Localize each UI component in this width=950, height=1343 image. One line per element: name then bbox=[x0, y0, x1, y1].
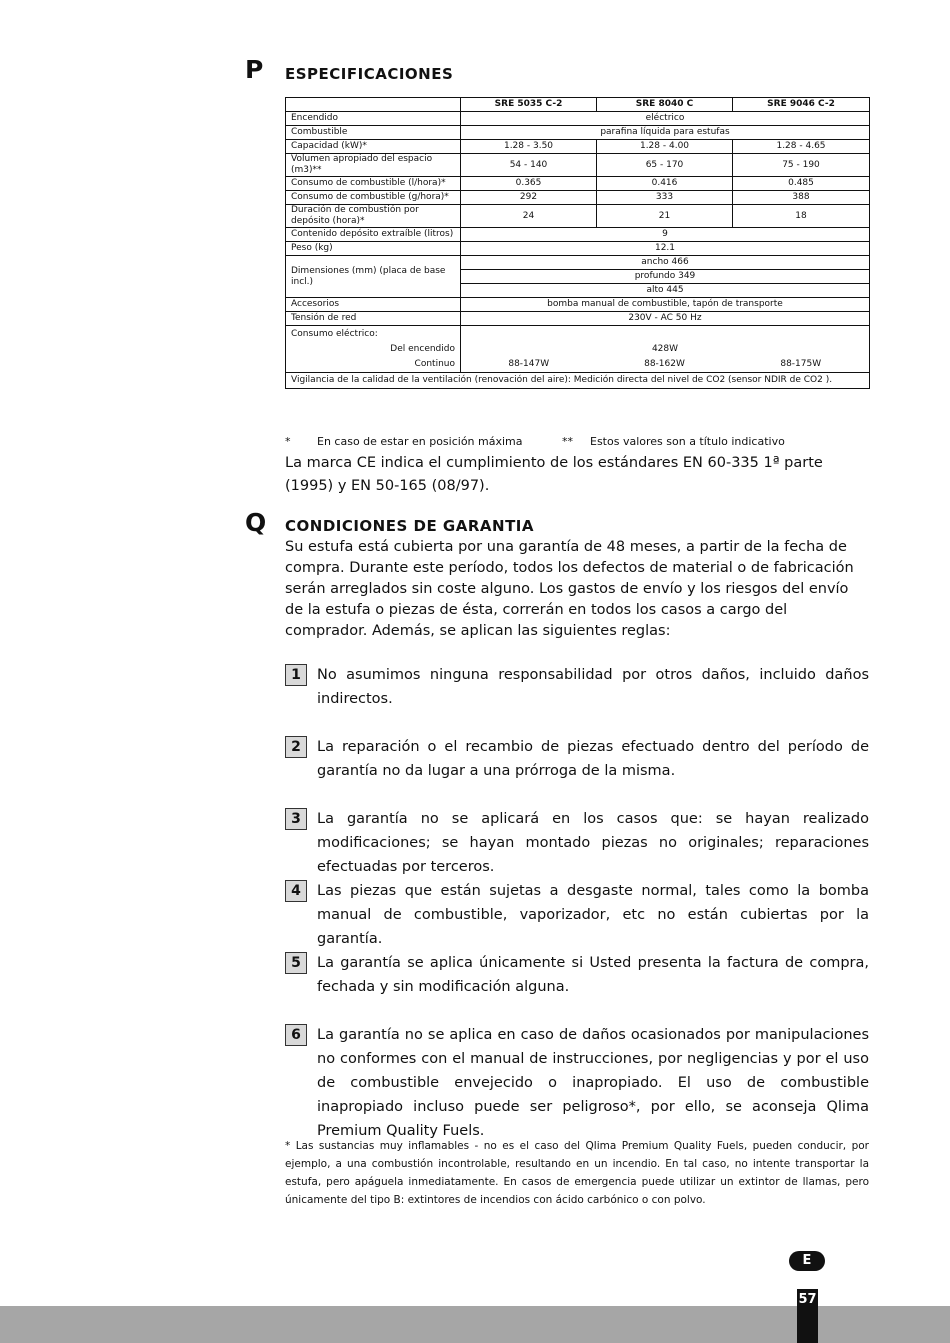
row-value: 1.28 - 4.00 bbox=[597, 140, 733, 154]
row-value: parafina líquida para estufas bbox=[461, 126, 870, 140]
row-value: eléctrico bbox=[461, 112, 870, 126]
table-row bbox=[286, 228, 870, 242]
table-row bbox=[286, 312, 870, 326]
row-value: 18 bbox=[733, 205, 870, 228]
row-value: 388 bbox=[733, 191, 870, 205]
row-label: Contenido depósito extraíble (litros) bbox=[286, 228, 461, 242]
table-row bbox=[286, 154, 870, 177]
row-label: Consumo eléctrico: bbox=[286, 326, 461, 343]
language-badge: E bbox=[789, 1251, 825, 1271]
row-value: 0.365 bbox=[461, 177, 597, 191]
row-label: Del encendido bbox=[286, 342, 461, 357]
rule-text: La garantía se aplica únicamente si Usted presenta la factura de compra, fechada y sin modificación alguna. bbox=[317, 955, 869, 995]
table-row bbox=[286, 177, 870, 191]
row-value: 0.416 bbox=[597, 177, 733, 191]
rule-number-badge: 6 bbox=[285, 1024, 307, 1046]
table-row bbox=[286, 326, 870, 343]
table-row bbox=[286, 242, 870, 256]
row-label: Tensión de red bbox=[286, 312, 461, 326]
page-number: 57 bbox=[797, 1289, 818, 1343]
row-value: 21 bbox=[597, 205, 733, 228]
row-label: Volumen apropiado del espacio (m3)** bbox=[286, 154, 461, 177]
section-title-garantia: CONDICIONES DE GARANTIA bbox=[285, 517, 534, 535]
table-row bbox=[286, 298, 870, 312]
row-label: Consumo de combustible (l/hora)* bbox=[286, 177, 461, 191]
row-value: 1.28 - 3.50 bbox=[461, 140, 597, 154]
row-label: Peso (kg) bbox=[286, 242, 461, 256]
row-value: 24 bbox=[461, 205, 597, 228]
row-value: 9 bbox=[461, 228, 870, 242]
rule-number-badge: 1 bbox=[285, 664, 307, 686]
row-value: 65 - 170 bbox=[597, 154, 733, 177]
row-label: Capacidad (kW)* bbox=[286, 140, 461, 154]
footnote-double-star-mark: ** bbox=[562, 435, 573, 448]
row-label: Continuo bbox=[286, 357, 461, 373]
flammable-substances-footnote: * Las sustancias muy inflamables - no es el caso del Qlima Premium Quality Fuels, pueden conducir, por ejemplo, a una combustión incontrolable, resultando en un incendio. En tal caso, no intente transportar la estufa, pero apáguela inmediatamente. En casos de emergencia puede utilizar un extintor de llamas, pero únicamente del tipo B: extintores de incendios con ácido carbónico o con polvo. bbox=[285, 1140, 869, 1206]
rule-text: Las piezas que están sujetas a desgaste normal, tales como la bomba manual de combustible, vaporizador, etc no están cubiertas por la garantía. bbox=[317, 883, 869, 947]
row-value: 88-175W bbox=[733, 357, 870, 373]
table-row bbox=[286, 357, 870, 373]
model-header: SRE 5035 C-2 bbox=[461, 98, 597, 112]
header-empty-cell bbox=[286, 98, 461, 112]
model-header: SRE 8040 C bbox=[597, 98, 733, 112]
table-header-row bbox=[286, 98, 870, 112]
row-value: 54 - 140 bbox=[461, 154, 597, 177]
table-row bbox=[286, 126, 870, 140]
footnote-double-star-text: Estos valores son a título indicativo bbox=[590, 435, 785, 448]
row-value: 12.1 bbox=[461, 242, 870, 256]
table-row bbox=[286, 140, 870, 154]
row-value: 88-147W bbox=[461, 357, 597, 373]
row-value: bomba manual de combustible, tapón de transporte bbox=[461, 298, 870, 312]
section-title-especificaciones: ESPECIFICACIONES bbox=[285, 65, 454, 83]
row-label: Accesorios bbox=[286, 298, 461, 312]
footnote-star-mark: * bbox=[285, 435, 291, 448]
table-row bbox=[286, 191, 870, 205]
row-value: 88-162W bbox=[597, 357, 733, 373]
row-value: ancho 466 bbox=[461, 256, 870, 270]
table-row bbox=[286, 256, 870, 270]
row-value: 1.28 - 4.65 bbox=[733, 140, 870, 154]
rule-number-badge: 2 bbox=[285, 736, 307, 758]
warranty-intro: Su estufa está cubierta por una garantía de 48 meses, a partir de la fecha de compra. Durante este período, todos los defectos de material o de fabricación serán arreglados sin coste alguno. Los gastos de envío y los riesgos del envío de la estufa o piezas de ésta, correrán en todos los casos a cargo del comprador. Además, se aplican las siguientes reglas: bbox=[285, 539, 854, 639]
section-letter-p: P bbox=[245, 55, 264, 84]
model-header: SRE 9046 C-2 bbox=[733, 98, 870, 112]
section-letter-q: Q bbox=[245, 508, 267, 537]
table-row bbox=[286, 112, 870, 126]
row-value: 230V - AC 50 Hz bbox=[461, 312, 870, 326]
footnote-star-text: En caso de estar en posición máxima bbox=[317, 435, 523, 448]
rule-number-badge: 4 bbox=[285, 880, 307, 902]
row-value: 333 bbox=[597, 191, 733, 205]
rule-text: No asumimos ninguna responsabilidad por otros daños, incluido daños indirectos. bbox=[317, 667, 869, 707]
rule-number-badge: 3 bbox=[285, 808, 307, 830]
empty-cell bbox=[461, 326, 870, 343]
table-row bbox=[286, 373, 870, 389]
row-label: Vigilancia de la calidad de la ventilación (renovación del aire): Medición directa del nivel de CO2 (sensor NDIR de CO2 ). bbox=[286, 373, 870, 389]
row-label: Encendido bbox=[286, 112, 461, 126]
row-label: Combustible bbox=[286, 126, 461, 140]
specifications-table bbox=[285, 97, 870, 389]
ce-marking-text: La marca CE indica el cumplimiento de los estándares EN 60-335 1ª parte (1995) y EN 50-165 (08/97). bbox=[285, 455, 823, 494]
row-value: alto 445 bbox=[461, 284, 870, 298]
table-row bbox=[286, 205, 870, 228]
table-row bbox=[286, 342, 870, 357]
rule-text: La reparación o el recambio de piezas efectuado dentro del período de garantía no da lugar a una prórroga de la misma. bbox=[317, 739, 869, 779]
rule-text: La garantía no se aplica en caso de daños ocasionados por manipulaciones no conformes con el manual de instrucciones, por negligencias y por el uso de combustible envejecido o inapropiado. El uso de combustible inapropiado incluso puede ser peligroso*, por ello, se aconseja Qlima Premium Quality Fuels. bbox=[317, 1027, 869, 1139]
row-value: 75 - 190 bbox=[733, 154, 870, 177]
row-value: 428W bbox=[461, 342, 870, 357]
row-label: Dimensiones (mm) (placa de base incl.) bbox=[286, 256, 461, 298]
rule-number-badge: 5 bbox=[285, 952, 307, 974]
row-label: Consumo de combustible (g/hora)* bbox=[286, 191, 461, 205]
rule-text: La garantía no se aplicará en los casos que: se hayan realizado modificaciones; se hayan montado piezas no originales; reparaciones efectuadas por terceros. bbox=[317, 811, 869, 875]
row-label: Duración de combustión por depósito (hora)* bbox=[286, 205, 461, 228]
row-value: profundo 349 bbox=[461, 270, 870, 284]
row-value: 0.485 bbox=[733, 177, 870, 191]
row-value: 292 bbox=[461, 191, 597, 205]
